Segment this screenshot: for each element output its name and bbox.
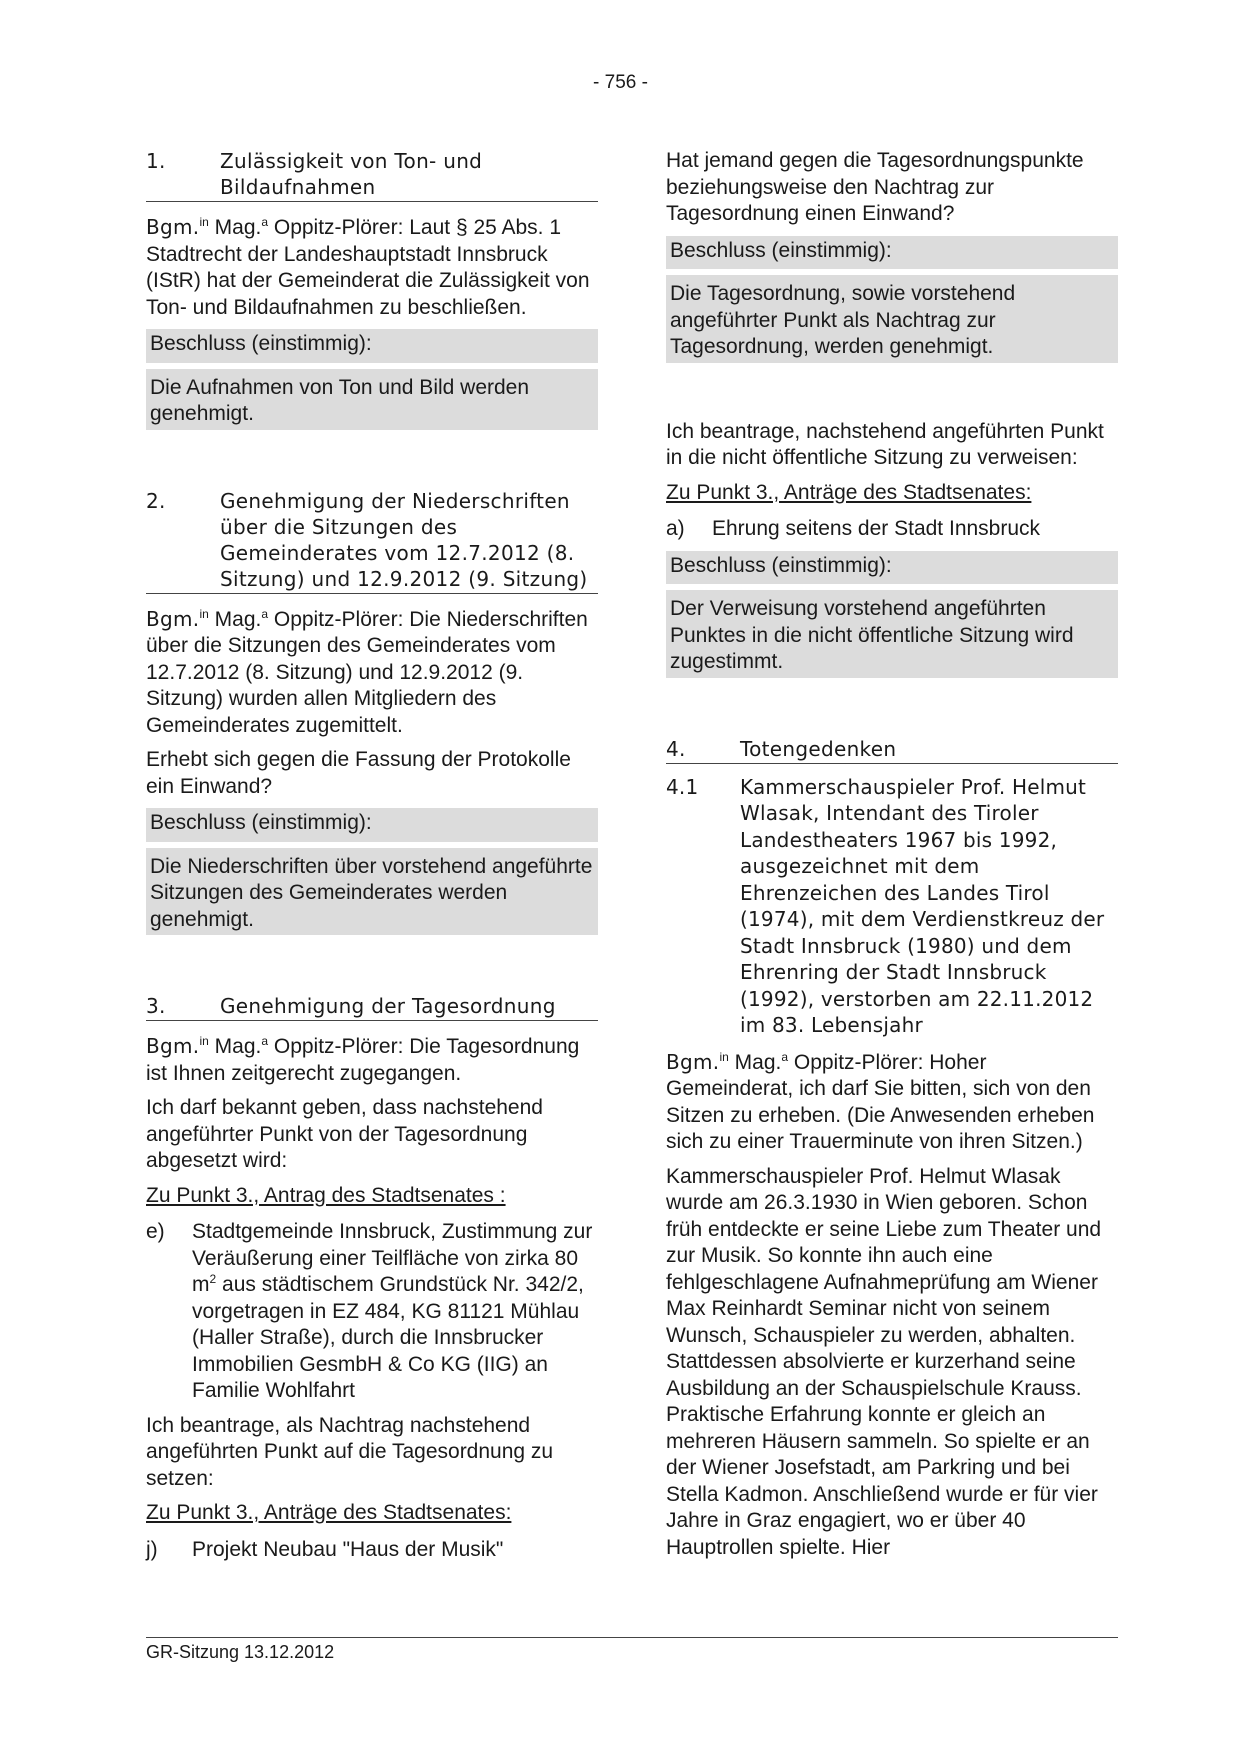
section-heading-1	[146, 148, 598, 202]
section-number: 3.	[146, 994, 166, 1018]
section-number: 4.	[666, 736, 686, 761]
decision-text: Die Aufnahmen von Ton und Bild werden genehmigt.	[146, 363, 598, 430]
speaker-paragraph: Bgm.$^{in}$ Mag.$^a$ Oppitz-Plörer: Die Niederschriften über die Sitzungen des Gemeinderates vom 12.7.2012 (8. Sitzung) und 12.9.2012 (9. Sitzung) wurden allen Mitgliedern des Gemeinderates zugemittelt.	[146, 606, 588, 737]
item-key: a)	[666, 517, 685, 540]
speaker-paragraph: Bgm.$^{in}$ Mag.$^a$ Oppitz-Plörer: Laut § 25 Abs. 1 Stadtrecht der Landeshauptstadt Innsbruck (IStR) hat der Gemeinderat die Zulässigkeit von Ton- und Bildaufnahmen zu beschließen.	[146, 215, 590, 319]
section-title: Genehmigung der Niederschriften über die Sitzungen des Gemeinderates vom 12.7.2012 (8. Sitzung) und 12.9.2012 (9. Sitzung)	[220, 488, 588, 591]
decision-text: Die Tagesordnung, sowie vorstehend angeführter Punkt als Nachtrag zur Tagesordnung, werden genehmigt.	[666, 269, 1118, 363]
item-text: Ehrung seitens der Stadt Innsbruck	[712, 517, 1041, 540]
item-text: Stadtgemeinde Innsbruck, Zustimmung zur Veräußerung einer Teilfläche von zirka 80 $m^2$ aus städtischem Grundstück Nr. 342/2, vorgetragen in EZ 484, KG 81121 Mühlau (Haller Straße), durch die Innsbrucker Immobilien GesmbH & Co KG (IIG) an Familie Wohlfahrt	[192, 1220, 593, 1402]
right-column	[666, 148, 1118, 1561]
page-number: - 756 -	[593, 72, 648, 93]
agenda-item-e	[146, 1219, 598, 1405]
agenda-reference: Zu Punkt 3., Anträge des Stadtsenates:	[666, 480, 1032, 504]
question-paragraph: Erhebt sich gegen die Fassung der Protokolle ein Einwand?	[146, 748, 571, 798]
section-heading-2	[146, 488, 598, 594]
left-column	[146, 148, 598, 1563]
item-key: e)	[146, 1220, 165, 1243]
section-heading-3	[146, 993, 598, 1021]
subsection-text: Kammerschauspieler Prof. Helmut Wlasak, Intendant des Tiroler Landestheaters 1967 bis 1992, ausgezeichnet mit dem Ehrenzeichen des Landes Tirol (1974), mit dem Verdienstkreuz der Stadt Innsbruck (1980) und dem Ehrenring der Stadt Innsbruck (1992), verstorben am 22.11.2012 im 83. Lebensjahr	[740, 774, 1105, 1037]
decision-label: Beschluss (einstimmig):	[146, 329, 598, 363]
decision-label: Beschluss (einstimmig):	[146, 808, 598, 842]
decision-label: Beschluss (einstimmig):	[666, 551, 1118, 585]
agenda-item-j	[146, 1537, 598, 1564]
decision-text: Der Verweisung vorstehend angeführten Punktes in die nicht öffentliche Sitzung wird zugestimmt.	[666, 584, 1118, 678]
item-key: j)	[146, 1537, 158, 1561]
agenda-reference: Zu Punkt 3., Antrag des Stadtsenates :	[146, 1183, 506, 1207]
subsection-number: 4.1	[666, 774, 699, 799]
paragraph: Ich beantrage, als Nachtrag nachstehend angeführten Punkt auf die Tagesordnung zu setzen:	[146, 1413, 554, 1490]
section-title: Genehmigung der Tagesordnung	[220, 994, 556, 1018]
section-title: Zulässigkeit von Ton- und Bildaufnahmen	[220, 149, 483, 199]
agenda-reference: Zu Punkt 3., Anträge des Stadtsenates:	[146, 1501, 512, 1524]
speaker-paragraph: Bgm.$^{in}$ Mag.$^a$ Oppitz-Plörer: Die Tagesordnung ist Ihnen zeitgerecht zugegangen.	[146, 1034, 580, 1085]
agenda-item-a	[666, 516, 1118, 543]
footer: GR-Sitzung 13.12.2012	[146, 1637, 1118, 1663]
section-heading-4	[666, 736, 1118, 764]
section-number: 2.	[146, 488, 166, 513]
decision-text: Die Niederschriften über vorstehend angeführte Sitzungen des Gemeinderates werden genehmigt.	[146, 842, 598, 936]
decision-label: Beschluss (einstimmig):	[666, 236, 1118, 270]
speaker-paragraph: Bgm.$^{in}$ Mag.$^a$ Oppitz-Plörer: Hoher Gemeinderat, ich darf Sie bitten, sich von den Sitzen zu erheben. (Die Anwesenden erheben sich zu einer Trauerminute von ihren Sitzen.)	[666, 1049, 1095, 1153]
section-title: Totengedenken	[740, 736, 897, 761]
paragraph: Ich beantrage, nachstehend angeführten Punkt in die nicht öffentliche Sitzung zu verweisen:	[666, 419, 1104, 469]
question-paragraph: Hat jemand gegen die Tagesordnungspunkte beziehungsweise den Nachtrag zur Tagesordnung einen Einwand?	[666, 149, 1084, 225]
section-number: 1.	[146, 149, 166, 173]
item-text: Projekt Neubau "Haus der Musik"	[192, 1537, 504, 1561]
subsection-4-1	[666, 774, 1118, 1039]
biography-paragraph: Kammerschauspieler Prof. Helmut Wlasak wurde am 26.3.1930 in Wien geboren. Schon früh entdeckte er seine Liebe zum Theater und zur Musik. So konnte ihn auch eine fehlgeschlagene Aufnahmeprüfung am Wiener Max Reinhardt Seminar nicht von seinem Wunsch, Schauspieler zu werden, abhalten. Stattdessen absolvierte er kurzerhand seine Ausbildung an der Schauspielschule Krauss. Praktische Erfahrung konnte er gleich an mehreren Häusern sammeln. So spielte er an der Wiener Josefstadt, am Parkring und bei Stella Kadmon. Anschließend wurde er für vier Jahre in Graz engagiert, wo er über 40 Hauptrollen spielte. Hier	[666, 1164, 1102, 1559]
paragraph: Ich darf bekannt geben, dass nachstehend angeführter Punkt von der Tagesordnung abgesetzt wird:	[146, 1096, 543, 1172]
